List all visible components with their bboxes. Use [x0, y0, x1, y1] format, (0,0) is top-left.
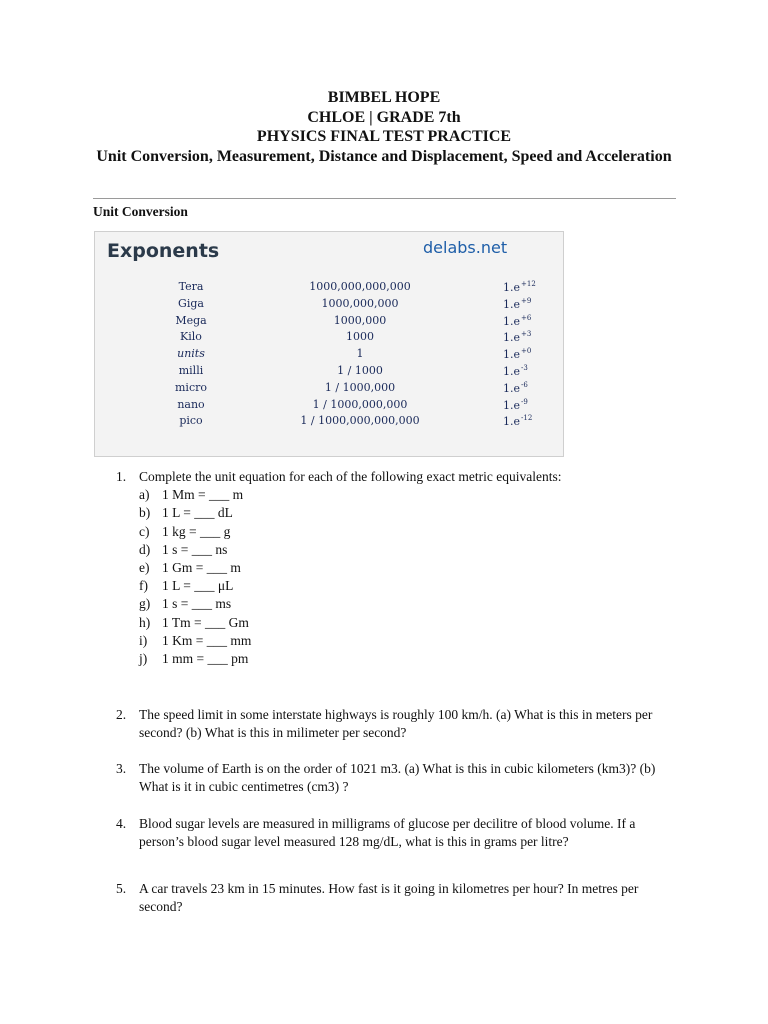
exponent-power: -6: [521, 380, 528, 389]
sub-question-label: c): [139, 523, 150, 539]
prefix-exponent: [503, 347, 557, 361]
prefix-exponent: [503, 398, 557, 412]
prefix-value: 1000: [346, 330, 374, 344]
prefix-name: Giga: [178, 296, 204, 310]
question-number: 5.: [116, 881, 127, 896]
prefix-name: milli: [178, 364, 204, 377]
prefix-exponent: [503, 314, 557, 328]
sub-question-label: f): [139, 578, 148, 594]
exponent-power: -9: [521, 397, 528, 406]
prefix-value: 1 / 1000: [337, 364, 383, 377]
sub-question: [139, 595, 231, 613]
sub-question-text: 1 s = ___ ns: [162, 541, 228, 557]
student-info: CHLOE | GRADE 7th: [307, 108, 461, 126]
exponent-row: [95, 347, 565, 364]
prefix-exponent: [503, 381, 557, 395]
sub-question-text: 1 mm = ___ pm: [162, 651, 249, 666]
sub-question-text: 1 Tm = ___ Gm: [162, 614, 249, 630]
sub-question-text: 1 Gm = ___ m: [162, 560, 241, 575]
exponent-power: +12: [521, 280, 536, 288]
exponent-power: -3: [521, 364, 528, 372]
question-text: Blood sugar levels are measured in milligrams of glucose per decilitre of blood volume. If a person’s blood sugar level measured 128 mg/dL, what is this in grams per litre?: [139, 816, 636, 850]
exponent-power: +0: [521, 347, 532, 356]
sub-question: [139, 523, 230, 541]
exponent-row: [95, 414, 565, 431]
question-number: 2.: [116, 707, 127, 722]
prefix-value: 1 / 1000,000,000,000: [300, 414, 420, 428]
question-number: 3.: [116, 761, 127, 776]
exponent-base: 1.e: [503, 398, 521, 412]
prefix-value: 1: [356, 347, 364, 361]
prefix-value: 1 / 1000,000: [324, 380, 396, 394]
prefix-exponent: [503, 414, 557, 428]
sub-question-label: g): [139, 596, 151, 612]
exponent-base: 1.e: [503, 381, 521, 395]
exponent-row: [95, 330, 565, 347]
exponents-table-image: [94, 231, 564, 457]
sub-question-text: 1 Km = ___ mm: [162, 632, 252, 648]
exponent-base: 1.e: [503, 281, 521, 294]
sub-question-text: 1 Mm = ___ m: [162, 487, 244, 503]
document-header: [0, 88, 768, 166]
question-number: 1.: [116, 469, 127, 484]
prefix-name: micro: [175, 380, 207, 394]
sub-question: [139, 504, 233, 522]
sub-question-text: 1 kg = ___ g: [162, 523, 231, 539]
sub-question-label: d): [139, 541, 151, 557]
question-text: A car travels 23 km in 15 minutes. How fast is it going in kilometres per hour? In metres per second?: [139, 881, 639, 915]
exponent-base: 1.e: [503, 331, 521, 345]
prefix-name: nano: [177, 397, 205, 411]
sub-question: [139, 614, 249, 632]
exponent-row: [95, 364, 565, 381]
exponent-power: +9: [521, 296, 532, 305]
test-title: PHYSICS FINAL TEST PRACTICE: [256, 128, 512, 145]
exponent-base: 1.e: [503, 297, 521, 311]
sub-question-text: 1 s = ___ ms: [162, 596, 232, 612]
school-name: BIMBEL HOPE: [327, 89, 441, 106]
prefix-exponent: [503, 330, 557, 344]
exponents-table-site: delabs.net: [423, 238, 508, 257]
exponent-row: [95, 381, 565, 398]
sub-question: [139, 486, 243, 504]
prefix-value: 1000,000: [333, 313, 387, 327]
prefix-exponent: [503, 364, 557, 378]
test-subtitle: Unit Conversion, Measurement, Distance and Displacement, Speed and Acceleration: [96, 147, 672, 165]
exponents-table-title: Exponents: [107, 240, 220, 262]
prefix-name: pico: [179, 414, 203, 428]
sub-question-label: b): [139, 505, 151, 521]
exponent-row: [95, 398, 565, 415]
exponent-base: 1.e: [503, 314, 521, 328]
prefix-value: 1000,000,000: [321, 296, 399, 310]
exponent-base: 1.e: [503, 348, 521, 362]
exponent-power: +6: [521, 313, 532, 322]
exponent-row: [95, 297, 565, 314]
header-divider: [93, 198, 676, 199]
sub-question: [139, 559, 241, 577]
prefix-value: 1000,000,000,000: [309, 280, 411, 293]
exponent-row: [95, 280, 565, 297]
prefix-exponent: [503, 280, 557, 294]
sub-question-text: 1 L = ___ μL: [162, 578, 234, 594]
sub-question: [139, 650, 248, 668]
prefix-name: Kilo: [180, 330, 202, 344]
prefix-exponent: [503, 297, 557, 311]
section-title: Unit Conversion: [93, 204, 188, 219]
question-number: 4.: [116, 816, 127, 831]
prefix-value: 1 / 1000,000,000: [312, 397, 408, 411]
question-text: Complete the unit equation for each of the following exact metric equivalents:: [139, 469, 562, 484]
exponent-power: +3: [521, 330, 532, 339]
sub-question-label: h): [139, 614, 151, 630]
exponent-row: [95, 314, 565, 331]
sub-question-text: 1 L = ___ dL: [162, 505, 233, 521]
sub-question: [139, 541, 227, 559]
sub-question-label: i): [139, 632, 148, 648]
question-text: The volume of Earth is on the order of 1021 m3. (a) What is this in cubic kilometers (km3)? (b) What is it in cubic centimetres (cm3) ?: [139, 761, 656, 795]
exponent-base: 1.e: [503, 415, 521, 429]
sub-question: [139, 632, 251, 650]
exponent-power: -12: [521, 414, 533, 423]
exponent-base: 1.e: [503, 365, 521, 378]
sub-question-label: j): [139, 651, 148, 666]
prefix-name: Mega: [175, 313, 207, 327]
sub-question-label: e): [139, 560, 150, 575]
question-text: The speed limit in some interstate highways is roughly 100 km/h. (a) What is this in meters per second? (b) What is this in milimeter per second?: [139, 707, 653, 741]
prefix-name: Tera: [178, 280, 204, 293]
sub-question-label: a): [139, 487, 150, 503]
sub-question: [139, 577, 233, 595]
prefix-name: units: [177, 347, 205, 361]
